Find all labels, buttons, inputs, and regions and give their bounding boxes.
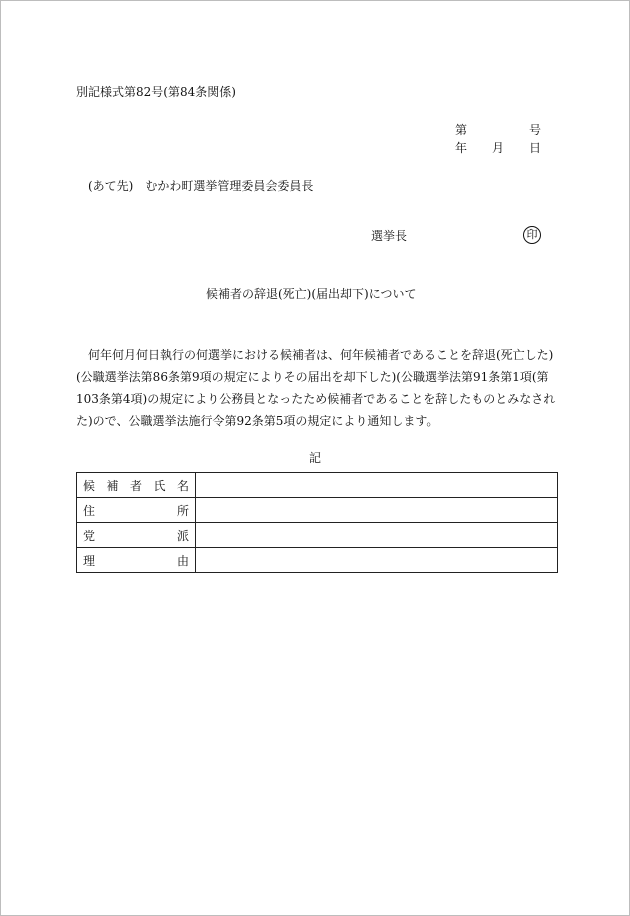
row-value-party[interactable]	[196, 523, 558, 548]
body-line: 何年何月何日執行の何選挙における候補者は、何年候補者であることを辞退(死亡した)	[76, 348, 554, 362]
date-month-label: 月	[492, 141, 505, 155]
date-day-label: 日	[529, 141, 542, 155]
seal-mark: 印	[523, 226, 541, 244]
table-row	[77, 523, 558, 548]
document-number-prefix: 第	[455, 123, 468, 137]
row-label-address: 住所	[77, 498, 196, 523]
form-number: 別記様式第82号(第84条関係)	[76, 85, 236, 99]
body-line: (公職選挙法第86条第9項の規定によりその届出を却下した)(公職選挙法第91条第1項(第	[76, 370, 549, 384]
date-year-label: 年	[455, 141, 468, 155]
body-line: 103条第4項)の規定により公務員となったため候補者であることを辞したものとみなされ	[76, 392, 556, 406]
table-row	[77, 473, 558, 498]
ki-heading: 記	[309, 451, 322, 465]
subject-line: 候補者の辞退(死亡)(届出却下)について	[206, 287, 417, 301]
body-line: た)ので、公職選挙法施行令第92条第5項の規定により通知します。	[76, 414, 439, 428]
row-value-candidate-name[interactable]	[196, 473, 558, 498]
row-value-reason[interactable]	[196, 548, 558, 573]
addressee: (あて先) むかわ町選挙管理委員会委員長	[88, 179, 314, 193]
table-row	[77, 548, 558, 573]
candidate-info-table	[76, 472, 558, 573]
sender-title: 選挙長	[371, 229, 408, 243]
row-label-party: 党派	[77, 523, 196, 548]
body-paragraph	[76, 344, 560, 432]
row-label-candidate-name: 候補者氏名	[77, 473, 196, 498]
row-label-reason: 理由	[77, 548, 196, 573]
document-number-suffix: 号	[529, 123, 542, 137]
row-value-address[interactable]	[196, 498, 558, 523]
table-row	[77, 498, 558, 523]
